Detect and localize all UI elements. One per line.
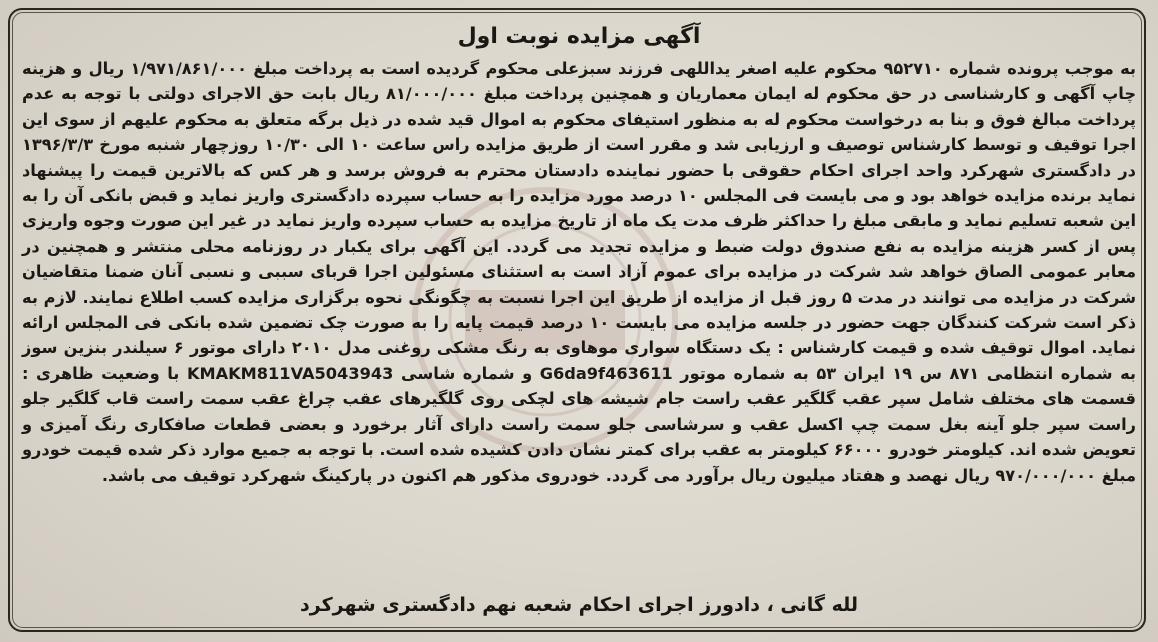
notice-title: آگهی مزایده نوبت اول xyxy=(457,24,701,49)
notice-body: به موجب پرونده شماره ۹۵۲۷۱۰ محکوم علیه اصغر یداللهی فرزند سبزعلی محکوم گردیده است به پرداخت مبلغ ۱/۹۷۱/۸۶۱/۰۰۰ ریال و هزینه چاپ آگهی و کارشناسی در حق محکوم له ایمان معماریان و همچنین پرداخت مبلغ ۸۱/۰۰۰/۰۰۰ ریال بابت حق الاجرای دولتی با توجه به عدم پرداخت مبالغ فوق و بنا به درخواست محکوم له به منظور استیفای محکوم به اموال قید شده در ذیل برگه متعلق به محکوم علیهم از سوی این اجرا توقیف و توسط کارشناس توصیف و ارزیابی شد و مقرر است از طریق مزایده راس ساعت ۱۰ الی ۱۰/۳۰ روزچهار شنبه مورخ ۱۳۹۶/۳/۳ در دادگستری شهرکرد واحد اجرای احکام حقوقی با حضور نماینده دادستان محترم به فروش برسد و هر کس که بالاترین قیمت را پیشنهاد نماید برنده مزایده خواهد بود و می بایست فی المجلس ۱۰ درصد مورد مزایده را به حساب سپرده دادگستری واریز نماید و قبض بانکی آن را به این شعبه تسلیم نماید و مابقی مبلغ را حداکثر ظرف مدت یک ماه از تاریخ مزایده به حساب سپرده واریز نماید در غیر این صورت وجوه واریزی پس از کسر هزینه مزایده به نفع صندوق دولت ضبط و مزایده تجدید می گردد. این آگهی برای یکبار در روزنامه محلی منتشر و همچنین در معابر عمومی الصاق خواهد شد شرکت در مزایده برای عموم آزاد است به استثنای مسئولین اجرا قربای سببی و نسبی آنان ضمنا متقاضیان شرکت در مزایده می توانند در مدت ۵ روز قبل از مزایده از طریق این اجرا نسبت به چگونگی نحوه برگزاری مزایده کسب اطلاع نمایند. لازم به ذکر است شرکت کنندگان جهت حضور در جلسه مزایده می بایست ۱۰ درصد قیمت پایه را به صورت چک تضمین شده بانکی فی المجلس ارائه نماید. اموال توقیف شده و قیمت کارشناس : یک دستگاه سواری موهاوی به رنگ مشکی روغنی مدل ۲۰۱۰ دارای موتور ۶ سیلندر بنزین سوز به شماره انتظامی ۸۷۱ س ۱۹ ایران ۵۳ به شماره موتور G6da9f463611 و شماره شاسی KMAKM811VA5043943 با وضعیت ظاهری : قسمت های مختلف شامل سپر عقب گلگیر عقب راست جام شیشه های لچکی روی گلگیرهای عقب چراغ عقب سمت راست قاب گلگیر جلو راست سپر جلو آینه بغل سمت چپ اکسل عقب و سرشاسی جلو سمت راست دارای آثار برخورد و بعضی قطعات صافکاری رنگ آمیزی و تعویض شده اند. کیلومتر خودرو ۶۶۰۰۰ کیلومتر به عقب برای کمتر نشان دادن کشیده شده است. با توجه به جمیع موارد ذکر شده قیمت خودرو مبلغ ۹۷۰/۰۰۰/۰۰۰ ریال نهصد و هفتاد میلیون ریال برآورد می گردد. خودروی مذکور هم اکنون در پارکینگ شهرکرد توقیف می باشد. xyxy=(22,59,1137,485)
notice-signature: لله گانی ، دادورز اجرای احکام شعبه نهم دادگستری شهرکرد xyxy=(300,594,858,616)
